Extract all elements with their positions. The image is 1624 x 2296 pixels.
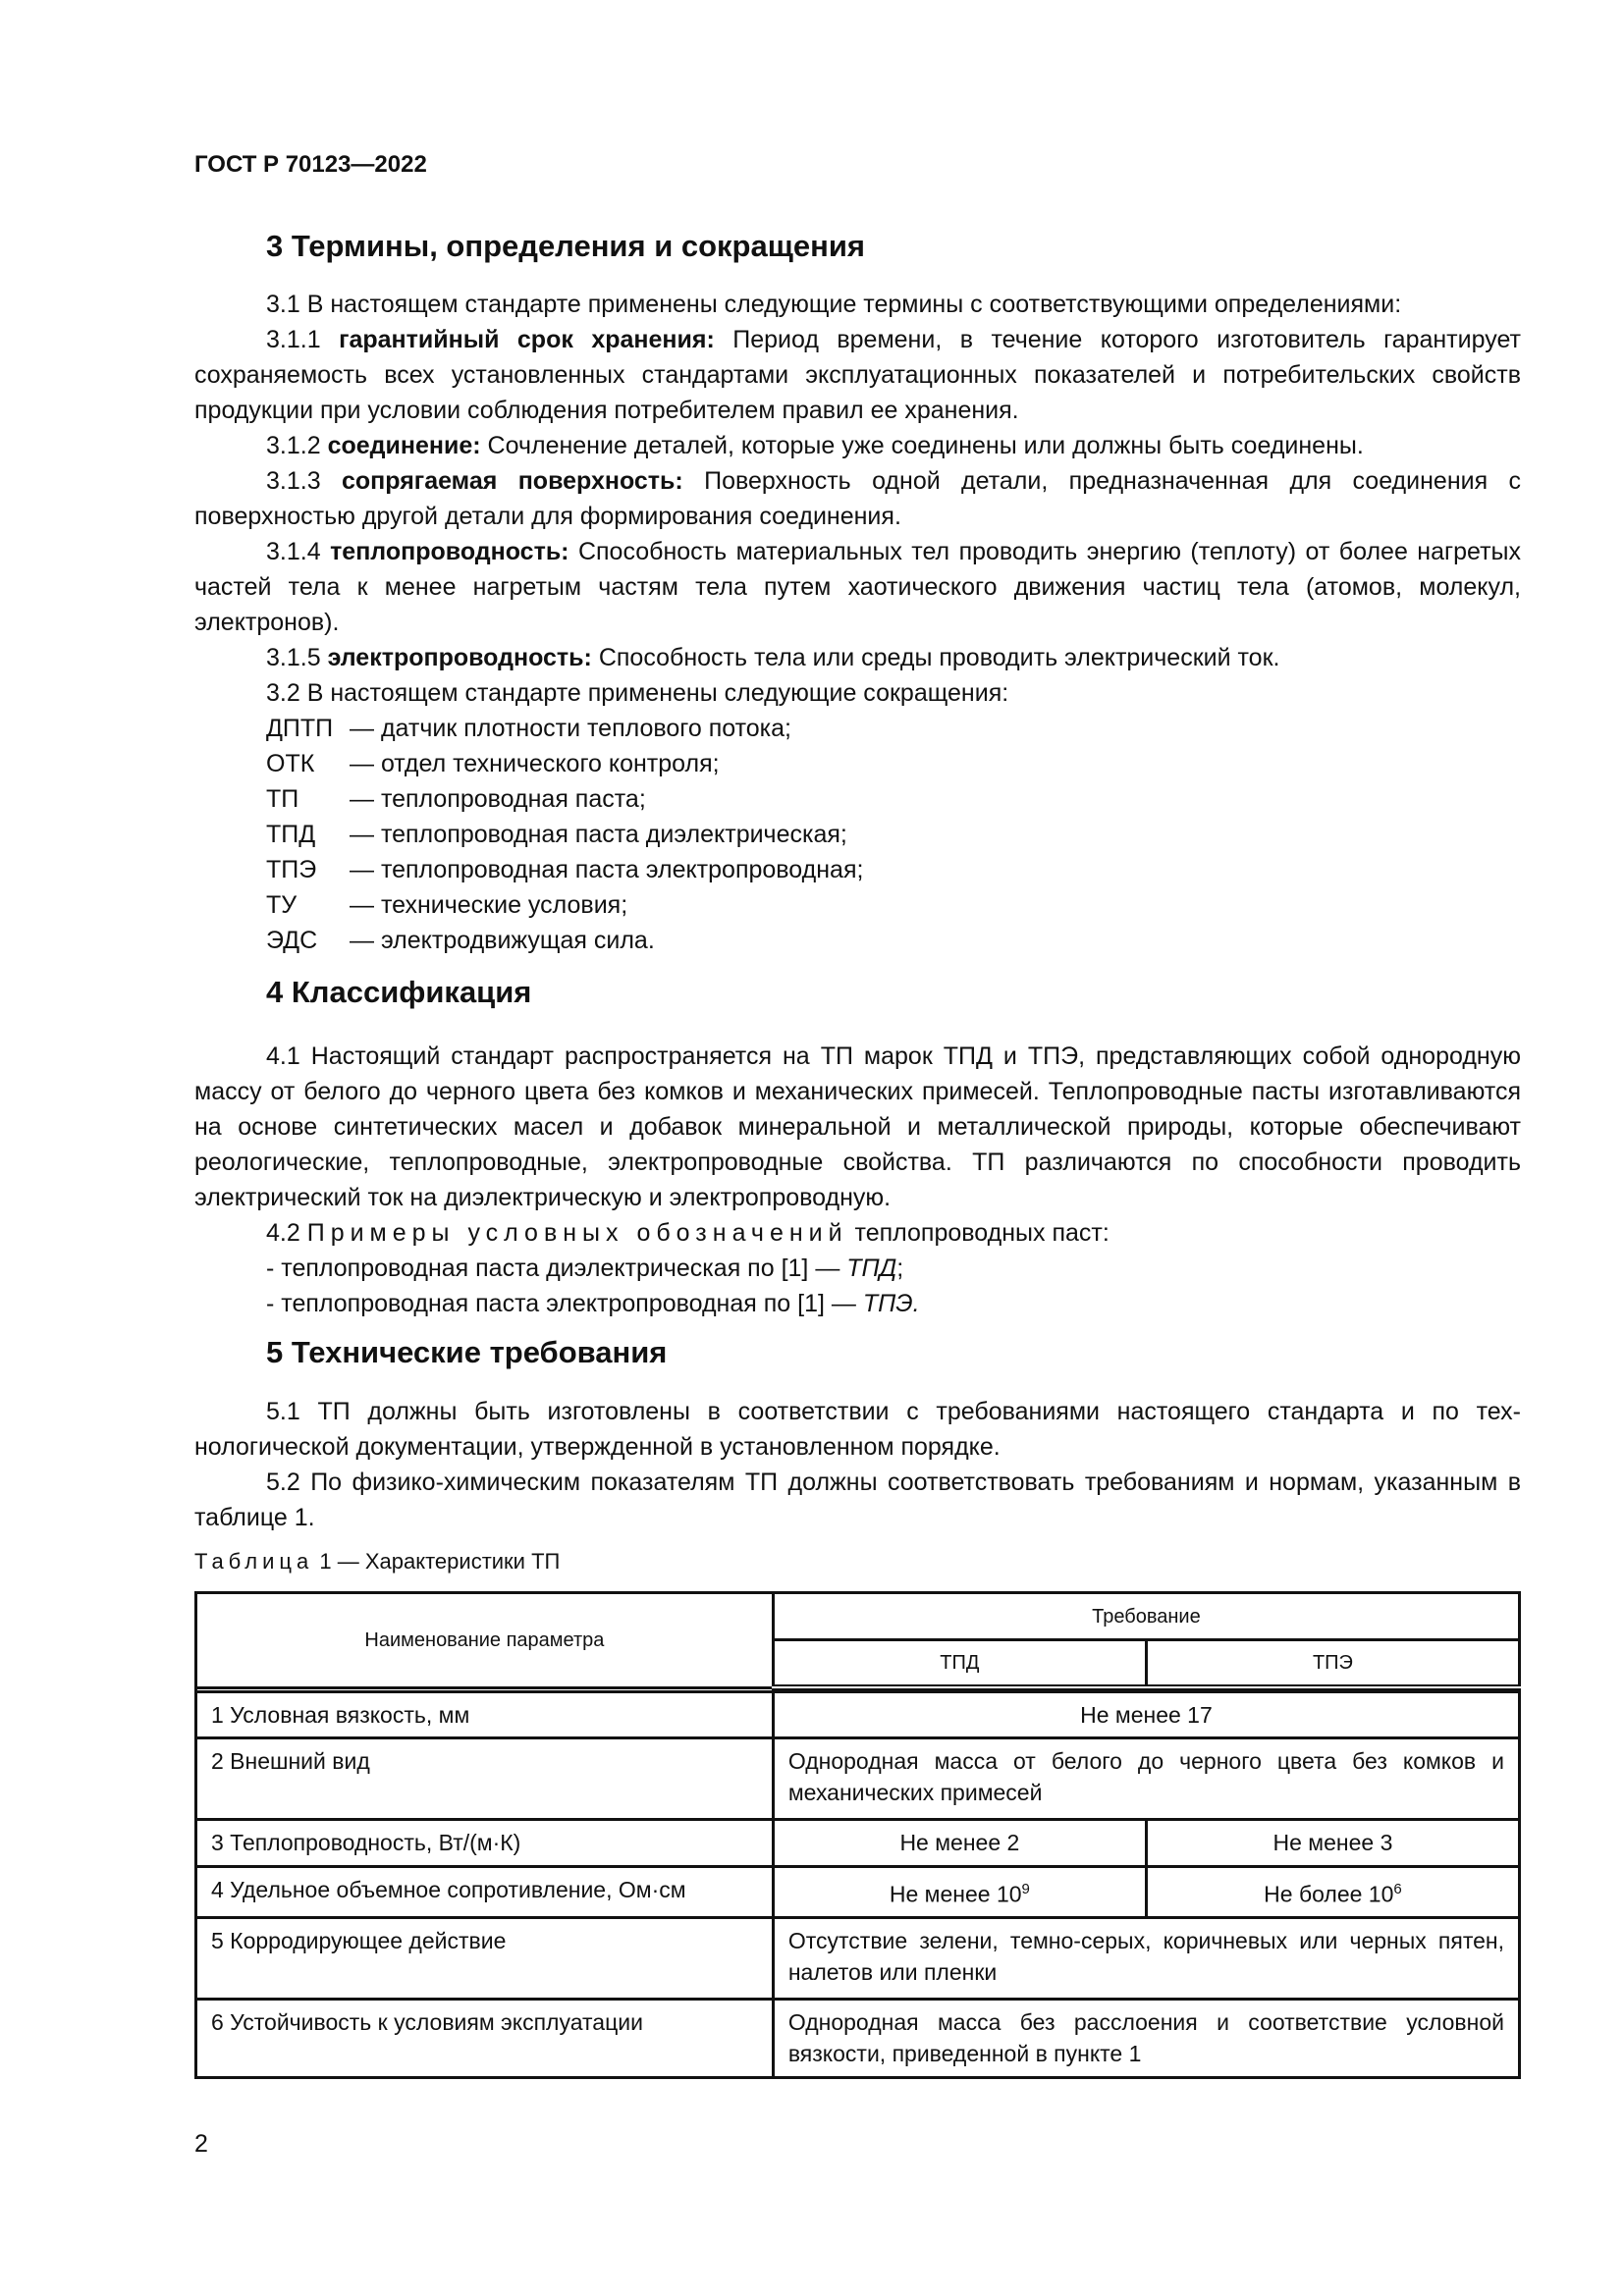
term-3-1-4: [194, 534, 1521, 640]
section-3-title: 3 Термины, определения и сокращения: [266, 229, 865, 263]
abbr-key: ОТК: [266, 750, 315, 777]
header-requirement: Требование: [773, 1593, 1519, 1640]
table-row: [196, 1820, 1520, 1867]
example-1: [194, 1251, 1521, 1286]
term-num: 3.1.5: [266, 644, 321, 671]
param-value: Не менее 17: [773, 1692, 1519, 1738]
para-4-2: [194, 1215, 1521, 1251]
abbr-item: [194, 781, 1521, 817]
term-def: Способность материальных тел проводить энергию (теплоту) от более нагретых частей тела к менее нагретым частям тела путем хаотического движения частиц тела (атомов, молекул, электронов).: [194, 538, 1522, 636]
term-def: Сочленение деталей, которые уже соединены или должны быть соединены.: [487, 432, 1364, 459]
term-def: Поверхность одной детали, предназначенная для соединения с поверхностью другой детали для формирования соединения.: [194, 467, 1521, 530]
abbr-key: ТУ: [266, 891, 298, 919]
term-3-1-3: [194, 463, 1521, 534]
table-row: [196, 1999, 1520, 2077]
abbr-value: — теплопроводная паста электропроводная;: [350, 856, 864, 883]
value-tpd: Не менее 2: [773, 1820, 1146, 1867]
header-tpe: ТПЭ: [1146, 1640, 1519, 1688]
param-name: 4 Удельное объемное сопротивление, Ом·см: [196, 1867, 774, 1918]
abbr-item: [194, 817, 1521, 852]
abbr-key: ЭДС: [266, 927, 318, 954]
term-def: Период времени, в течение которого изготовитель гарантирует сохраняемость всех установленных стандартами эксплуатационных показателей и потребительских свойств продукции при условии соблюдения потребителем правил ее хранения.: [194, 326, 1521, 424]
characteristics-table: [194, 1591, 1521, 2079]
table-row: [196, 1692, 1520, 1738]
param-value: Однородная масса без расслоения и соответствие условной вязкости, приведенной в пункте 1: [773, 1999, 1519, 2077]
abbr-value: — электродвижущая сила.: [350, 927, 655, 954]
value-tpe: [1146, 1867, 1519, 1918]
abbr-key: ТПЭ: [266, 856, 317, 883]
example-code: ТПД: [846, 1255, 897, 1282]
term-def: Способность тела или среды проводить электрический ток.: [598, 644, 1280, 671]
term-name: электропроводность:: [327, 644, 592, 671]
example-end: ;: [896, 1255, 904, 1282]
section-3: [194, 227, 1521, 958]
param-value: Однородная масса от белого до черного цвета без комков и механических примесей: [773, 1738, 1519, 1820]
para-text: теплопроводных паст:: [854, 1219, 1110, 1247]
document-header: ГОСТ Р 70123—2022: [194, 151, 427, 178]
param-name: 1 Условная вязкость, мм: [196, 1692, 774, 1738]
value-text: Не менее 10: [889, 1881, 1022, 1907]
example-code: ТПЭ.: [862, 1290, 920, 1317]
para-5-2: 5.2 По физико-химическим показателям ТП должны соответствовать требованиям и нормам, указанным в таблице 1.: [194, 1468, 1521, 1531]
section-5-title: 5 Технические требования: [266, 1335, 668, 1369]
example-text: - теплопроводная паста электропроводная по [1] —: [266, 1290, 856, 1317]
abbr-item: [194, 887, 1521, 923]
para-5-1: 5.1 ТП должны быть изготовлены в соответствии с требованиями настоящего стандарта и по технологической документации, утвержденной в установленном порядке.: [194, 1398, 1521, 1461]
term-3-1-2: [194, 428, 1521, 463]
abbr-value: — теплопроводная паста;: [350, 785, 646, 813]
abbr-value: — датчик плотности теплового потока;: [350, 715, 791, 742]
term-3-1-1: [194, 322, 1521, 428]
exponent: 9: [1021, 1881, 1030, 1897]
value-tpe: Не менее 3: [1146, 1820, 1519, 1867]
term-name: сопрягаемая поверхность:: [341, 467, 683, 495]
abbr-value: — теплопроводная паста диэлектрическая;: [350, 821, 847, 848]
param-name: 5 Корродирующее действие: [196, 1917, 774, 1999]
abbr-item: [194, 923, 1521, 958]
term-num: 3.1.4: [266, 538, 321, 565]
para-3-1: 3.1 В настоящем стандарте применены следующие термины с соответствующими определениями:: [266, 291, 1402, 318]
param-name: 6 Устойчивость к условиям эксплуатации: [196, 1999, 774, 2077]
abbr-item: [194, 852, 1521, 887]
abbr-value: — отдел технического контроля;: [350, 750, 720, 777]
table-row: [196, 1917, 1520, 1999]
param-value: Отсутствие зелени, темно-серых, коричневых или черных пятен, налетов или пленки: [773, 1917, 1519, 1999]
section-5: [194, 1333, 1521, 1535]
section-4-title: 4 Классификация: [266, 975, 532, 1009]
exponent: 6: [1393, 1881, 1402, 1897]
para-3-2: 3.2 В настоящем стандарте применены следующие сокращения:: [266, 679, 1009, 707]
header-tpd: ТПД: [773, 1640, 1146, 1688]
spaced-label: Примеры условных обозначений: [306, 1219, 848, 1247]
term-name: соединение:: [327, 432, 481, 459]
caption-word: Таблица: [194, 1549, 314, 1574]
abbr-value: — технические условия;: [350, 891, 628, 919]
caption-text: 1 — Характеристики ТП: [319, 1549, 561, 1574]
para-4-1: 4.1 Настоящий стандарт распространяется на ТП марок ТПД и ТПЭ, представляющих собой однородную массу от белого до черного цвета без комков и механических примесей. Теплопроводные пасты изготавливаются на основе синтетических масел и добавок минеральной и металлической природы, которые обеспечивают реологические, теплопроводные, электропроводные свойства. ТП различаются по способности проводить электрический ток на диэлектрическую и электропроводную.: [194, 1042, 1521, 1211]
term-num: 3.1.2: [266, 432, 321, 459]
value-text: Не более 10: [1264, 1881, 1394, 1907]
value-tpd: [773, 1867, 1146, 1918]
term-name: теплопроводность:: [330, 538, 569, 565]
table-caption: [194, 1549, 1521, 1575]
term-num: 3.1.3: [266, 467, 321, 495]
term-name: гарантийный срок хранения:: [339, 326, 715, 353]
example-2: [194, 1286, 1521, 1321]
term-num: 3.1.1: [266, 326, 321, 353]
para-num: 4.2: [266, 1219, 300, 1247]
section-4: [194, 973, 1521, 1321]
abbr-item: [194, 711, 1521, 746]
example-text: - теплопроводная паста диэлектрическая по [1] —: [266, 1255, 840, 1282]
term-3-1-5: [194, 640, 1521, 675]
table-row: [196, 1738, 1520, 1820]
abbr-key: ТП: [266, 785, 299, 813]
table-row: [196, 1867, 1520, 1918]
abbr-item: [194, 746, 1521, 781]
param-name: 2 Внешний вид: [196, 1738, 774, 1820]
param-name: 3 Теплопроводность, Вт/(м·К): [196, 1820, 774, 1867]
abbr-key: ДПТП: [266, 715, 334, 742]
abbr-key: ТПД: [266, 821, 316, 848]
header-param: Наименование параметра: [196, 1593, 774, 1688]
page-number: 2: [194, 2130, 208, 2158]
